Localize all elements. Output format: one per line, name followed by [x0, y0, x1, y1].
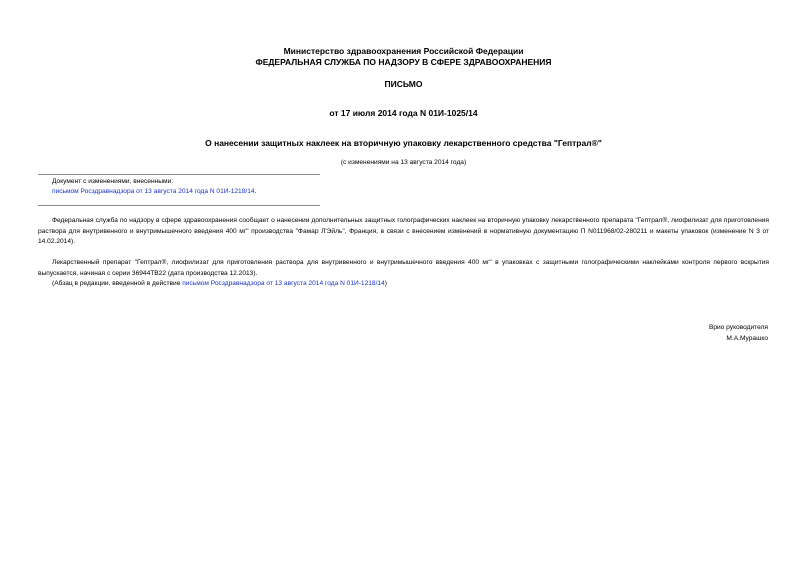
body-paragraph-2 [38, 258, 769, 290]
body-paragraph-2-text: Лекарственный препарат "Гептрал®, лиофилизат для приготовления раствора для внутривенного и внутримышечного введения 400 мг" в упаковках с защитными голографическими наклейками контроля первого вскрытия выпускается, начиная с серии 36944ТВ22 (дата производства 12.2013). [38, 259, 769, 277]
changes-top-divider [38, 174, 320, 175]
signature-block [709, 322, 768, 344]
document-type: ПИСЬМО [384, 79, 423, 89]
changes-link-suffix: . [254, 188, 257, 195]
service-title: ФЕДЕРАЛЬНАЯ СЛУЖБА ПО НАДЗОРУ В СФЕРЕ ЗДРАВООХРАНЕНИЯ [255, 57, 552, 67]
amendment-note-prefix: (Абзац в редакции, введенной в действие [52, 280, 183, 287]
amendment-note-suffix: ) [384, 280, 387, 287]
signature-position: Врио руководителя [708, 324, 768, 331]
amendment-note-link[interactable]: письмом Росздравнадзора от 13 августа 2014 года N 01И-1218/14 [182, 280, 385, 287]
amendment-note [38, 279, 769, 290]
changes-link-line [52, 187, 332, 197]
signature-name: М.А.Мурашко [726, 335, 768, 342]
ministry-title: Министерство здравоохранения Российской Федерации [283, 46, 524, 56]
revision-note: (с изменениями на 13 августа 2014 года) [340, 159, 467, 166]
document-date-number: от 17 июля 2014 года N 01И-1025/14 [329, 108, 478, 118]
changes-box [52, 177, 332, 197]
changes-label: Документ с изменениями, внесенными: [52, 178, 174, 185]
body-paragraph-1: Федеральная служба по надзору в сфере здравоохранения сообщает о нанесении дополнительных защитных голографических наклеек на вторичную упаковку лекарственного препарата "Гептрал®, лиофилизат для приготовления раствора для внутривенного и внутримышечного введения 400 мг" производства "Фамар Л'Эйль", Франция, в связи с внесением изменений в нормативную документацию П N011968/02-280211 и макеты упаковок (изменение N 3 от 14.02.2014). [38, 217, 769, 245]
document-subject: О нанесении защитных наклеек на вторичную упаковку лекарственного средства "Гептрал®" [205, 138, 602, 148]
changes-bottom-divider [38, 205, 320, 206]
amendment-link[interactable]: письмом Росздравнадзора от 13 августа 2014 года N 01И-1218/14 [52, 188, 255, 195]
